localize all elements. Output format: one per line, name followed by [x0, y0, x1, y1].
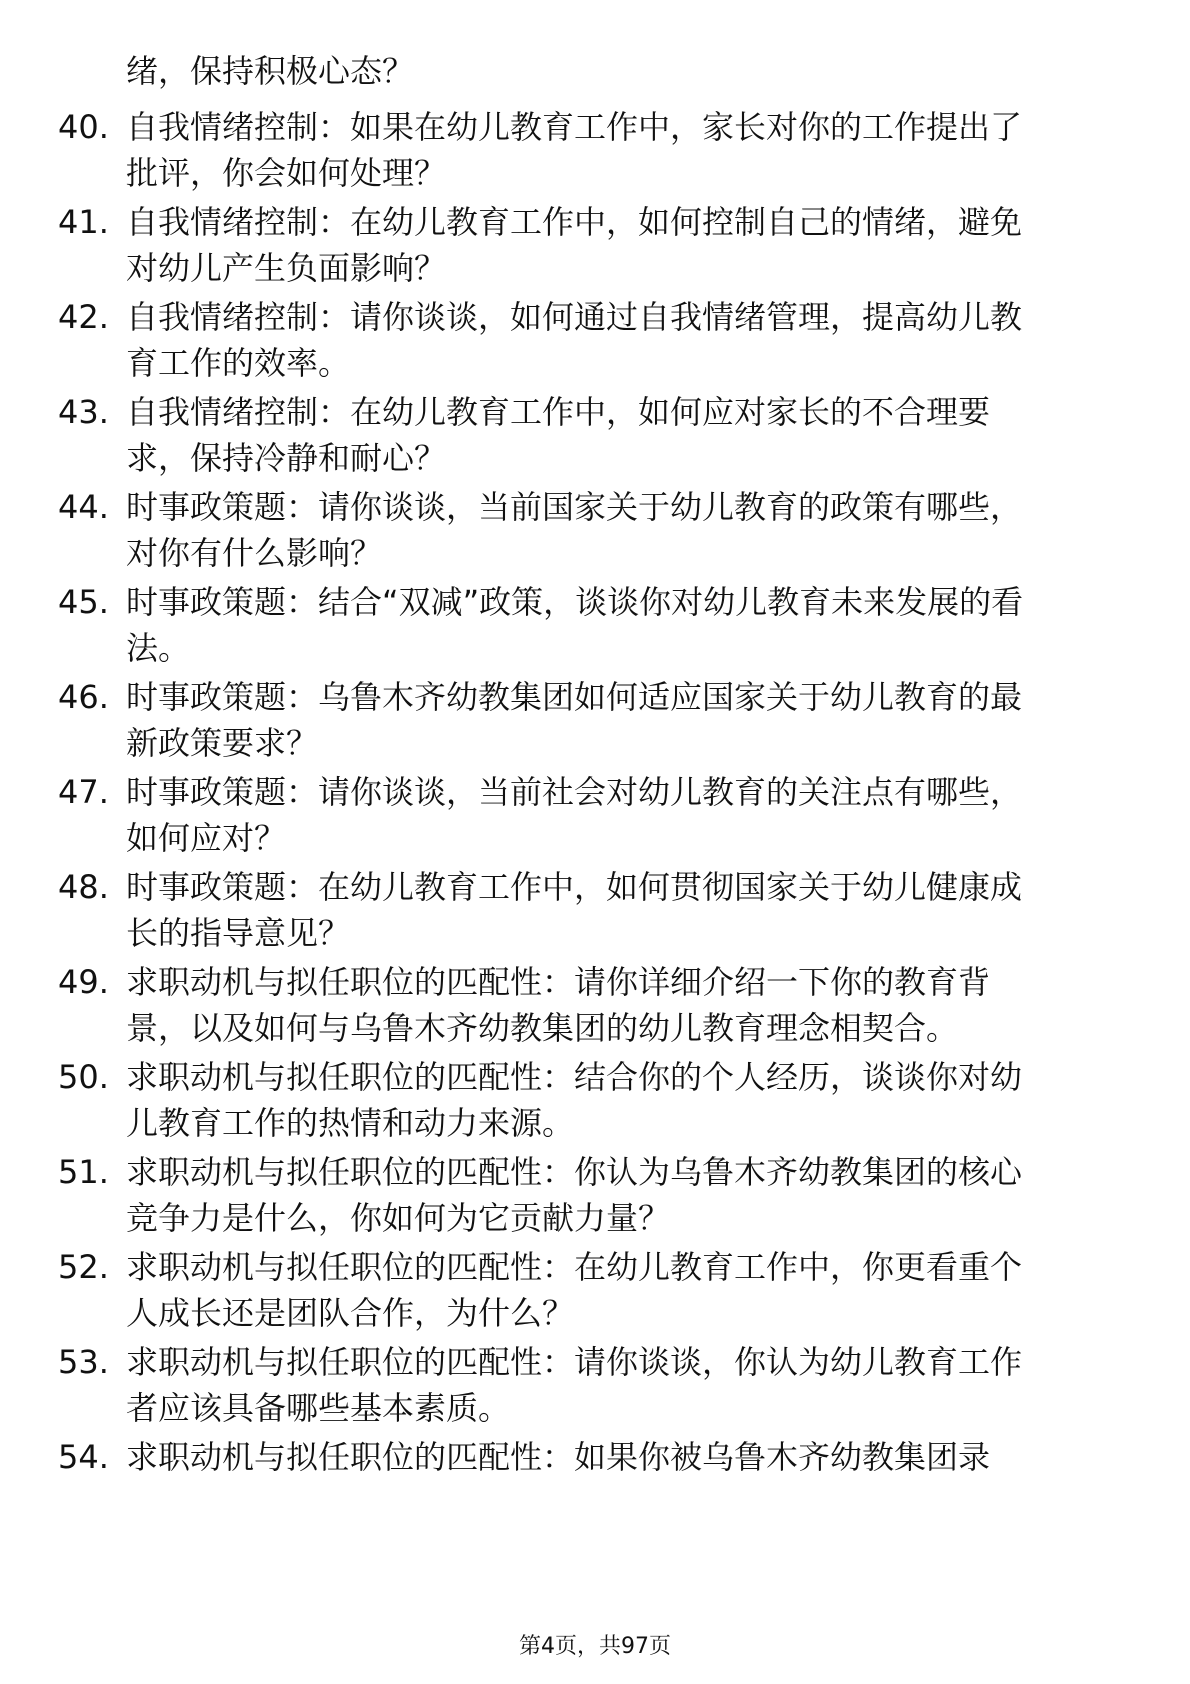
question-text [126, 104, 1116, 196]
question-text-line: 者应该具备哪些基本素质。 [126, 1389, 511, 1427]
continuation-line: 绪，保持积极心态？ [126, 52, 415, 90]
question-number: 45. [58, 583, 109, 621]
question-text [126, 1149, 1116, 1241]
question-number: 47. [58, 773, 109, 811]
question-number: 42. [58, 298, 109, 336]
question-number: 48. [58, 868, 109, 906]
question-number: 43. [58, 393, 109, 431]
question-text [126, 484, 1116, 576]
question-text-line: 法。 [126, 629, 191, 667]
question-number: 54. [58, 1438, 109, 1476]
question-text [126, 1434, 1116, 1480]
question-number: 52. [58, 1248, 109, 1286]
question-text [126, 769, 1116, 861]
question-text [126, 1054, 1116, 1146]
question-text-line: 儿教育工作的热情和动力来源。 [126, 1104, 575, 1142]
question-text-line: 求职动机与拟任职位的匹配性：请你谈谈，你认为幼儿教育工作 [126, 1343, 1023, 1381]
question-text-line: 人成长还是团队合作，为什么？ [126, 1294, 575, 1332]
question-text-line: 时事政策题：请你谈谈，当前社会对幼儿教育的关注点有哪些， [126, 773, 1023, 811]
question-number: 53. [58, 1343, 109, 1381]
question-text [126, 294, 1116, 386]
question-text-line: 时事政策题：结合“双减”政策，谈谈你对幼儿教育未来发展的看 [126, 583, 1024, 621]
question-text [126, 579, 1116, 671]
question-text-line: 如何应对？ [126, 819, 287, 857]
question-number: 49. [58, 963, 109, 1001]
question-text-line: 自我情绪控制：如果在幼儿教育工作中，家长对你的工作提出了 [126, 108, 1023, 146]
page-footer: 第4页，共97页 [519, 1634, 671, 1659]
question-text-line: 对你有什么影响？ [126, 534, 383, 572]
question-number: 51. [58, 1153, 109, 1191]
question-number: 40. [58, 108, 109, 146]
question-text-line: 长的指导意见？ [126, 914, 351, 952]
question-text [126, 1339, 1116, 1431]
question-text [126, 864, 1116, 956]
question-text-line: 求，保持冷静和耐心？ [126, 439, 447, 477]
question-text-line: 景，以及如何与乌鲁木齐幼教集团的幼儿教育理念相契合。 [126, 1009, 959, 1047]
question-text-line: 求职动机与拟任职位的匹配性：如果你被乌鲁木齐幼教集团录 [126, 1438, 991, 1476]
question-text-line: 育工作的效率。 [126, 344, 351, 382]
question-text-line: 时事政策题：乌鲁木齐幼教集团如何适应国家关于幼儿教育的最 [126, 678, 1023, 716]
question-text [126, 674, 1116, 766]
question-number: 46. [58, 678, 109, 716]
question-number: 50. [58, 1058, 109, 1096]
question-text [126, 199, 1116, 291]
question-number: 44. [58, 488, 109, 526]
question-text [126, 389, 1116, 481]
question-text-line: 时事政策题：请你谈谈，当前国家关于幼儿教育的政策有哪些， [126, 488, 1023, 526]
question-number: 41. [58, 203, 109, 241]
question-text-line: 新政策要求？ [126, 724, 319, 762]
question-text-line: 自我情绪控制：在幼儿教育工作中，如何控制自己的情绪，避免 [126, 203, 1023, 241]
question-text-line: 批评，你会如何处理？ [126, 154, 447, 192]
question-text-line: 求职动机与拟任职位的匹配性：在幼儿教育工作中，你更看重个 [126, 1248, 1023, 1286]
question-text-line: 求职动机与拟任职位的匹配性：请你详细介绍一下你的教育背 [126, 963, 991, 1001]
question-text-line: 时事政策题：在幼儿教育工作中，如何贯彻国家关于幼儿健康成 [126, 868, 1023, 906]
question-text [126, 1244, 1116, 1336]
question-text-line: 求职动机与拟任职位的匹配性：结合你的个人经历，谈谈你对幼 [126, 1058, 1023, 1096]
question-text-line: 求职动机与拟任职位的匹配性：你认为乌鲁木齐幼教集团的核心 [126, 1153, 1023, 1191]
question-text-line: 自我情绪控制：在幼儿教育工作中，如何应对家长的不合理要 [126, 393, 991, 431]
question-text [126, 959, 1116, 1051]
question-text-line: 自我情绪控制：请你谈谈，如何通过自我情绪管理，提高幼儿教 [126, 298, 1023, 336]
question-text-line: 竞争力是什么，你如何为它贡献力量？ [126, 1199, 671, 1237]
question-text-line: 对幼儿产生负面影响？ [126, 249, 447, 287]
